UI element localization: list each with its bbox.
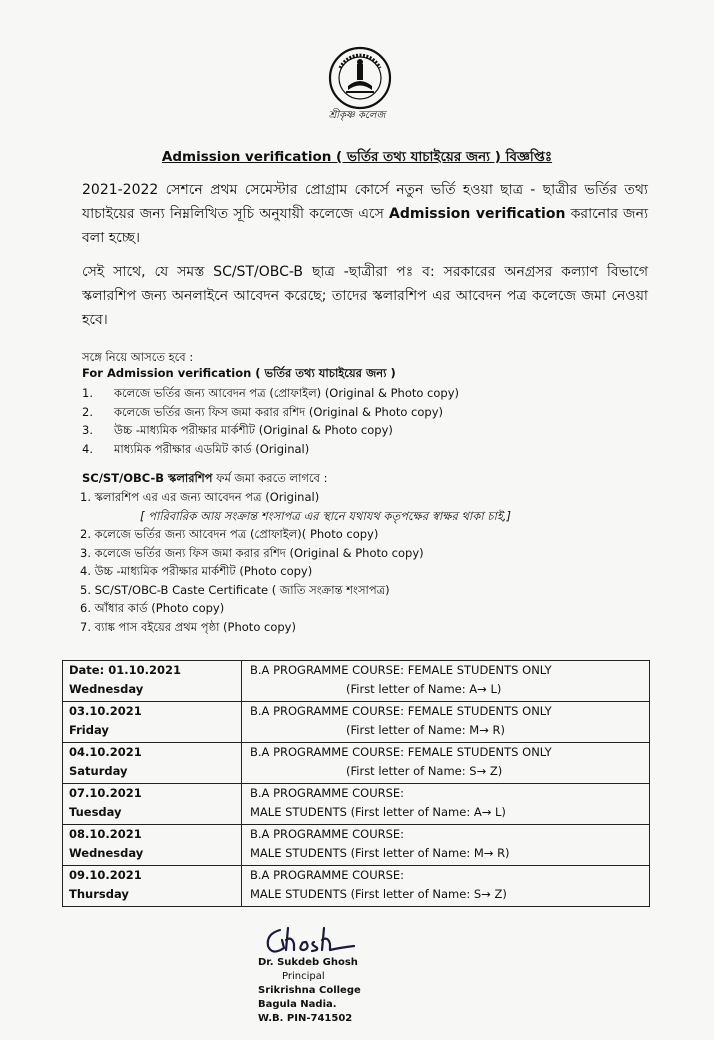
college-place: Bagula Nadia.: [258, 999, 337, 1010]
schedule-table: [62, 660, 650, 907]
principal-name: Dr. Sukdeb Ghosh: [258, 957, 358, 968]
list-item: 2. কলেজে ভর্তির জন্য আবেদন পত্র (প্রোফাইল)( Photo copy): [80, 527, 379, 541]
income-note: [ পারিবারিক আয় সংক্রান্ত শংসাপত্র এর স্থানে যথাযথ কতৃপক্ষের স্বাক্ষর থাকা চাই,]: [140, 508, 511, 523]
scholarship-heading: SC/ST/OBC-B স্কলারশিপ ফর্ম জমা করতে লাগবে :: [82, 471, 328, 485]
bring-along-label: সঙ্গে নিয়ে আসতে হবে :: [82, 350, 194, 364]
table-row: [63, 784, 650, 825]
signature-block: [258, 956, 361, 1026]
date-cell: 09.10.2021 Thursday: [63, 866, 242, 907]
verification-list: [82, 384, 642, 458]
table-row: [63, 866, 650, 907]
college-pin: W.B. PIN-741502: [258, 1013, 353, 1024]
intro-text-end: করানোর জন্য বলা হচ্ছে।: [82, 206, 649, 246]
date-cell: 08.10.2021 Wednesday: [63, 825, 242, 866]
college-seal-icon: [328, 46, 392, 110]
intro-paragraph: [82, 178, 648, 250]
scholarship-list: [80, 488, 660, 636]
table-row: [63, 661, 650, 702]
date-cell: 04.10.2021 Saturday: [63, 743, 242, 784]
table-row: [63, 743, 650, 784]
college-address-name: Srikrishna College: [258, 985, 361, 996]
scholarship-paragraph: সেই সাথে, যে সমস্ত SC/ST/OBC-B ছাত্র -ছাত্রীরা পঃ ব: সরকারের অনগ্রসর কল্যাণ বিভাগে স্কলারশিপ জন্য অনলাইনে আবেদন করেছে; তাদের স্কলারশিপ এর আবেদন পত্র কলেজে জমা নেওয়া হবে।: [82, 264, 648, 328]
course-cell: B.A PROGRAMME COURSE: MALE STUDENTS (First letter of Name: A→ L): [242, 784, 650, 825]
course-cell: B.A PROGRAMME COURSE: FEMALE STUDENTS ONLY (First letter of Name: A→ L): [242, 661, 650, 702]
list-item: 5. SC/ST/OBC-B Caste Certificate ( জাতি সংক্রান্ত শংসাপত্র): [80, 582, 390, 597]
intro-text: 2021-2022 সেশনে প্রথম সেমেস্টার প্রোগ্রাম কোর্সে নতুন ভর্তি হওয়া ছাত্র - ছাত্রীর ভর্তির তথ্য যাচাইয়ের জন্য নিম্নলিখিত সূচি অনুযায়ী কলেজে এসে: [82, 182, 648, 222]
list-item: 4. উচ্চ -মাধ্যমিক পরীক্ষার মার্কশীট (Photo copy): [80, 564, 313, 578]
list-item: 7. ব্যাঙ্ক পাস বইয়ের প্রথম পৃষ্ঠা (Photo copy): [80, 619, 296, 634]
list-item: 1. স্কলারশিপ এর এর জন্য আবেদন পত্র (Original) [ পারিবারিক আয় সংক্রান্ত শংসাপত্র এর স্থানে যথাযথ কতৃপক্ষের স্বাক্ষর থাকা চাই,]: [80, 488, 660, 525]
date-cell: Date: 01.10.2021 Wednesday: [63, 661, 242, 702]
verification-heading: For Admission verification ( ভর্তির তথ্য যাচাইয়ের জন্য ): [82, 366, 396, 380]
list-item: 4. মাধ্যমিক পরীক্ষার এডমিট কার্ড (Original): [82, 441, 310, 456]
course-cell: B.A PROGRAMME COURSE: FEMALE STUDENTS ONLY (First letter of Name: S→ Z): [242, 743, 650, 784]
course-cell: B.A PROGRAMME COURSE: MALE STUDENTS (First letter of Name: S→ Z): [242, 866, 650, 907]
course-cell: B.A PROGRAMME COURSE: MALE STUDENTS (First letter of Name: M→ R): [242, 825, 650, 866]
list-item: 3. কলেজে ভর্তির জন্য ফিস জমা করার রশিদ (Original & Photo copy): [80, 545, 424, 560]
notice-heading: Admission verification ( ভর্তির তথ্য যাচাইয়ের জন্য ) বিজ্ঞপ্তিঃ: [161, 149, 553, 165]
list-item: 2. কলেজে ভর্তির জন্য ফিস জমা করার রশিদ (Original & Photo copy): [82, 404, 444, 419]
date-cell: 03.10.2021 Friday: [63, 702, 242, 743]
principal-title: Principal: [282, 971, 325, 982]
date-cell: 07.10.2021 Tuesday: [63, 784, 242, 825]
list-item: 1. কলেজে ভর্তির জন্য আবেদন পত্র (প্রোফাইল) (Original & Photo copy): [82, 386, 460, 400]
intro-bold: Admission verification: [389, 206, 566, 222]
table-row: [63, 702, 650, 743]
college-name: শ্রীকৃষ্ণ কলেজ: [328, 110, 386, 121]
table-row: [63, 825, 650, 866]
list-item: 3. উচ্চ -মাধ্যমিক পরীক্ষার মার্কশীট (Original & Photo copy): [82, 423, 393, 437]
course-cell: B.A PROGRAMME COURSE: FEMALE STUDENTS ONLY (First letter of Name: M→ R): [242, 702, 650, 743]
list-item: 6. আঁধার কার্ড (Photo copy): [80, 601, 225, 615]
handwritten-signature-icon: [258, 920, 358, 960]
